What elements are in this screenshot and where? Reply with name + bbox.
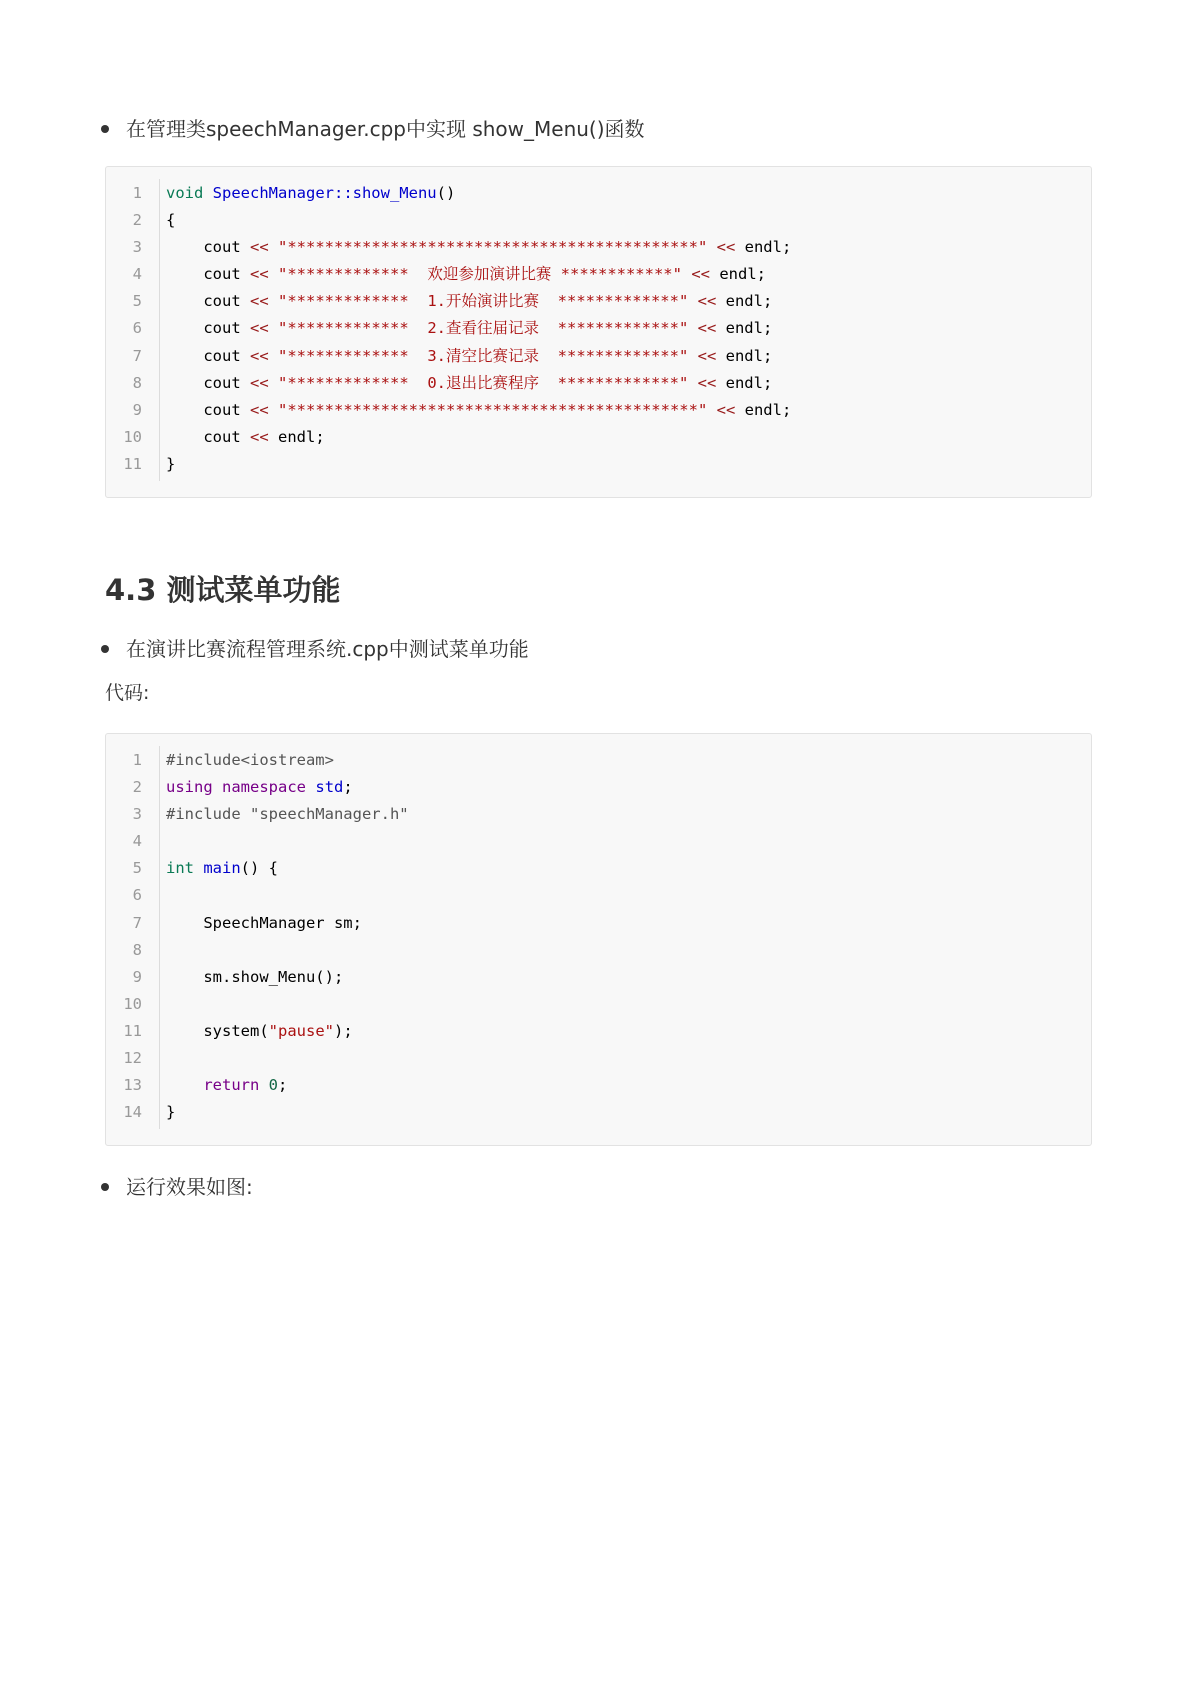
code-token [269,374,278,392]
line-number: 13 [123,1076,142,1095]
code-token: << [697,373,717,392]
bullet-icon [101,645,109,653]
list-item [126,1172,253,1202]
code-token: sm.show_Menu(); [166,967,344,986]
code-line [106,1045,1091,1072]
code-line [106,1099,1091,1126]
code-lines [106,747,1091,1126]
code-token: endl; [268,427,325,446]
code-token: << [716,400,736,419]
code-token: void [166,184,204,202]
code-text [166,964,343,991]
code-text [166,234,791,261]
code-token: endl; [710,265,766,284]
code-token: () { [240,859,278,878]
line-number: 12 [123,1049,142,1068]
code-token: cout [166,400,250,419]
section-heading: 4.3 测试菜单功能 [105,573,341,607]
code-token [269,401,278,419]
line-number: 6 [132,319,142,338]
code-token: ; [343,778,353,797]
line-number: 11 [123,1021,142,1040]
code-token [269,265,278,283]
code-token [269,292,278,310]
code-token [213,778,222,796]
list-item [126,634,529,664]
list-item-text: 在演讲比赛流程管理系统.cpp中测试菜单功能 [126,637,529,661]
code-token: #include<iostream> [166,751,334,769]
code-line [106,315,1091,342]
code-text [166,747,334,774]
code-line [106,1072,1091,1099]
code-line [106,424,1091,451]
code-line [106,288,1091,315]
code-line [106,801,1091,828]
line-number: 2 [132,778,142,797]
code-line [106,397,1091,424]
line-number: 5 [132,859,142,878]
code-token: ; [278,1076,288,1095]
code-token: } [166,454,176,473]
line-number: 10 [123,427,142,446]
line-number: 11 [123,454,142,473]
line-number: 8 [132,373,142,392]
code-text [166,397,791,424]
code-line [106,207,1091,234]
code-token: << [250,238,269,257]
code-token [259,1076,268,1094]
list-item-text: 在管理类speechManager.cpp中实现 show_Menu()函数 [126,117,645,141]
code-line [106,882,1091,909]
code-text [166,855,278,882]
line-number: 7 [132,346,142,365]
code-token: "********************************************" [278,400,708,419]
line-number: 5 [132,292,142,311]
code-token: SpeechManager::show_Menu [212,184,437,202]
code-token: << [697,319,717,338]
code-token [269,319,278,337]
code-label: 代码: [105,682,150,704]
code-lines [106,180,1091,478]
code-text [166,910,362,937]
code-token: } [166,1103,176,1122]
code-text [166,801,409,828]
code-line [106,261,1091,288]
code-text [166,774,353,801]
code-line [106,180,1091,207]
code-line [106,910,1091,937]
code-text [166,315,772,342]
code-token: << [250,400,269,419]
code-text [166,207,175,234]
code-text [166,1072,287,1099]
line-number: 9 [132,400,142,419]
code-text [166,424,325,451]
code-token: () [436,184,456,202]
code-line [106,747,1091,774]
code-token: << [250,292,269,311]
line-number: 3 [132,805,142,824]
line-number: 3 [132,238,142,257]
code-token: ); [333,1021,353,1040]
code-token: main [203,859,241,878]
code-token: "************* 3.清空比赛记录 *************" [278,346,689,365]
code-token: endl; [716,346,773,365]
code-token: cout [166,346,250,365]
code-text [166,370,772,397]
code-line [106,855,1091,882]
code-token: namespace [222,778,307,797]
code-text [166,1099,175,1126]
code-token: return [203,1076,260,1095]
code-text [166,180,455,207]
code-token: cout [166,265,250,284]
code-token: << [250,373,269,392]
code-token: << [250,427,269,446]
bullet-icon [101,1183,109,1191]
line-number: 1 [132,184,142,202]
code-token [707,238,716,256]
code-line [106,991,1091,1018]
code-line [106,964,1091,991]
code-line [106,774,1091,801]
code-token: << [250,319,269,338]
code-token: << [691,265,710,284]
line-number: 2 [132,211,142,230]
code-line [106,451,1091,478]
line-number: 10 [123,994,142,1013]
code-token: endl; [716,319,773,338]
code-token: "************* 欢迎参加演讲比赛 ************" [278,265,682,284]
code-text [166,261,766,288]
code-token: "pause" [268,1021,334,1040]
code-token: using [166,778,213,797]
code-token: int [166,859,194,878]
line-number: 1 [132,751,142,769]
bullet-icon [101,125,109,133]
code-token: 0 [268,1076,279,1095]
code-token: #include "speechManager.h" [166,805,409,824]
code-token: "********************************************" [278,238,708,257]
code-line [106,828,1091,855]
line-number: 7 [132,913,142,932]
code-token: cout [166,292,250,311]
line-number: 9 [132,967,142,986]
code-token: << [716,238,736,257]
code-line [106,234,1091,261]
code-token: cout [166,238,250,257]
code-token [269,347,278,365]
line-number: 6 [132,886,142,905]
code-token: system( [166,1021,269,1040]
code-token [166,1076,203,1094]
code-block-show-menu [105,166,1092,498]
code-token [688,347,697,365]
code-token [306,778,315,796]
code-token [269,238,278,256]
line-number: 14 [123,1103,142,1122]
code-line [106,937,1091,964]
list-item [126,114,645,144]
code-text [166,288,772,315]
code-token: endl; [716,292,773,311]
code-token: endl; [735,400,792,419]
code-token: { [166,211,176,230]
code-token [688,374,697,392]
code-token: endl; [735,238,792,257]
line-number: 4 [132,832,142,851]
code-token [688,292,697,310]
code-line [106,1018,1091,1045]
code-token: cout [166,427,250,446]
code-token: cout [166,319,250,338]
code-block-main [105,733,1092,1146]
code-token: "************* 0.退出比赛程序 *************" [278,373,689,392]
code-token: cout [166,373,250,392]
code-line [106,343,1091,370]
code-token [688,319,697,337]
code-text [166,1018,353,1045]
line-number: 4 [132,265,142,284]
code-token: << [250,265,269,284]
code-token: << [697,346,717,365]
code-token: SpeechManager sm; [166,913,362,932]
code-token: << [697,292,717,311]
line-number: 8 [132,940,142,959]
code-token: "************* 2.查看往届记录 *************" [278,319,689,338]
code-token [194,859,203,877]
list-item-text: 运行效果如图: [126,1175,253,1199]
code-token: std [315,778,344,797]
code-text [166,343,772,370]
code-line [106,370,1091,397]
code-token: "************* 1.开始演讲比赛 *************" [278,292,689,311]
code-token [707,401,716,419]
code-token: endl; [716,373,773,392]
code-token: << [250,346,269,365]
code-token [682,265,691,283]
code-token [203,184,212,202]
code-text [166,451,175,478]
